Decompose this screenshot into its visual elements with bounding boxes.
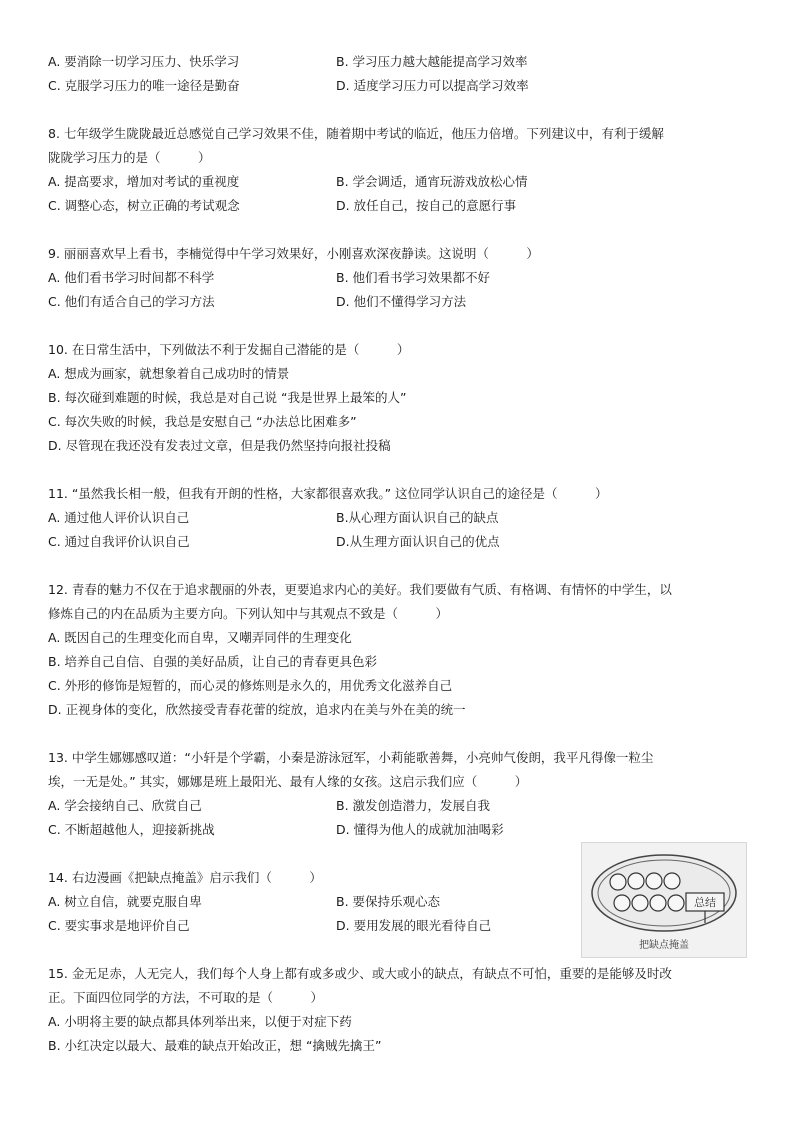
cartoon-drawing [582,843,746,957]
q11-option-b: B.从心理方面认识自己的缺点 [336,510,499,525]
q10-option-b: B. 每次碰到难题的时候，我总是对自己说 “我是世界上最笨的人” [48,390,407,405]
q11-option-c: C. 通过自我评价认识自己 [48,534,190,549]
q14-option-c: C. 要实事求是地评价自己 [48,918,190,933]
q11-row-ab [48,510,499,526]
q8-row-cd [48,198,517,214]
q12-stem-line2: 修炼自己的内在品质为主要方向。下列认知中与其观点不致是（ ） [48,606,449,621]
q14-option-d: D. 要用发展的眼光看待自己 [336,918,492,933]
q13-row-cd [48,822,504,838]
q13-option-d: D. 懂得为他人的成就加油喝彩 [336,822,504,837]
q7-option-a: A. 要消除一切学习压力、快乐学习 [48,54,240,69]
q12-option-c: C. 外形的修饰是短暂的，而心灵的修炼则是永久的，用优秀文化滋养自己 [48,678,453,693]
q14-row-cd [48,918,492,934]
q9-row-ab [48,270,491,286]
q8-row-ab [48,174,528,190]
q12-stem-line1: 12. 青春的魅力不仅在于追求靓丽的外表，更要追求内心的美好。我们要做有气质、有格调、有情怀的中学生，以 [48,582,672,597]
q11-stem: 11. “虽然我长相一般，但我有开朗的性格，大家都很喜欢我。” 这位同学认识自己的途径是（ ） [48,486,608,501]
q8-stem-line2: 陇陇学习压力的是（ ） [48,150,211,165]
q11-row-cd [48,534,500,550]
apple-icon [664,873,680,889]
apple-icon [632,895,648,911]
q15-stem-line2: 正。下面四位同学的方法，不可取的是（ ） [48,990,324,1005]
q7-option-d: D. 适度学习压力可以提高学习效率 [336,78,529,93]
apple-icon [610,874,626,890]
q9-row-cd [48,294,467,310]
q8-option-a: A. 提高要求，增加对考试的重视度 [48,174,240,189]
q8-option-b: B. 学会调适，通宵玩游戏放松心情 [336,174,528,189]
q9-option-c: C. 他们有适合自己的学习方法 [48,294,215,309]
apple-icon [628,873,644,889]
q10-option-a: A. 想成为画家，就想象着自己成功时的情景 [48,366,290,381]
q9-stem: 9. 丽丽喜欢早上看书，李楠觉得中午学习效果好，小刚喜欢深夜静读。这说明（ ） [48,246,539,261]
apple-icon [614,895,630,911]
cartoon-sign-text: 总结 [694,896,716,909]
q13-row-ab [48,798,491,814]
q14-option-a: A. 树立自信，就要克服自卑 [48,894,202,909]
q15-option-a: A. 小明将主要的缺点都具体列举出来，以便于对症下药 [48,1014,352,1029]
cartoon-hide-flaws [581,842,747,958]
q7-option-c: C. 克服学习压力的唯一途径是勤奋 [48,78,240,93]
q10-option-c: C. 每次失败的时候，我总是安慰自己 “办法总比困难多” [48,414,357,429]
apple-icon [646,873,662,889]
q14-row-ab [48,894,441,910]
q10-stem: 10. 在日常生活中，下列做法不利于发掘自己潜能的是（ ） [48,342,410,357]
q12-option-a: A. 既因自己的生理变化而自卑，又嘲弄同伴的生理变化 [48,630,352,645]
q13-option-a: A. 学会接纳自己、欣赏自己 [48,798,202,813]
q7-option-b: B. 学习压力越大越能提高学习效率 [336,54,528,69]
q14-stem: 14. 右边漫画《把缺点掩盖》启示我们（ ） [48,870,322,885]
cartoon-caption: 把缺点掩盖 [639,940,689,951]
q13-option-b: B. 激发创造潜力，发展自我 [336,798,491,813]
q8-stem-line1: 8. 七年级学生陇陇最近总感觉自己学习效果不佳，随着期中考试的临近，他压力倍增。下列建议中，有利于缓解 [48,126,664,141]
q15-option-b: B. 小红决定以最大、最难的缺点开始改正，想 “擒贼先擒王” [48,1038,382,1053]
q11-option-d: D.从生理方面认识自己的优点 [336,534,500,549]
q14-option-b: B. 要保持乐观心态 [336,894,441,909]
q9-option-a: A. 他们看书学习时间都不科学 [48,270,215,285]
q8-option-c: C. 调整心态，树立正确的考试观念 [48,198,240,213]
q13-stem-line2: 埃，一无是处。” 其实，娜娜是班上最阳光、最有人缘的女孩。这启示我们应（ ） [48,774,528,789]
q7-row-ab [48,54,528,70]
q10-option-d: D. 尽管现在我还没有发表过文章，但是我仍然坚持向报社投稿 [48,438,391,453]
q9-option-b: B. 他们看书学习效果都不好 [336,270,491,285]
apple-icon [668,895,684,911]
q11-option-a: A. 通过他人评价认识自己 [48,510,190,525]
q7-row-cd [48,78,529,94]
q15-stem-line1: 15. 金无足赤，人无完人，我们每个人身上都有或多或少、或大或小的缺点，有缺点不可怕，重要的是能够及时改 [48,966,672,981]
q8-option-d: D. 放任自己，按自己的意愿行事 [336,198,517,213]
q13-stem-line1: 13. 中学生娜娜感叹道：“小轩是个学霸，小秦是游泳冠军，小莉能歌善舞，小亮帅气俊朗，我平凡得像一粒尘 [48,750,654,765]
q13-option-c: C. 不断超越他人，迎接新挑战 [48,822,215,837]
q9-option-d: D. 他们不懂得学习方法 [336,294,467,309]
q12-option-b: B. 培养自己自信、自强的美好品质，让自己的青春更具色彩 [48,654,378,669]
apple-icon [650,895,666,911]
q12-option-d: D. 正视身体的变化，欣然接受青春花蕾的绽放，追求内在美与外在美的统一 [48,702,466,717]
